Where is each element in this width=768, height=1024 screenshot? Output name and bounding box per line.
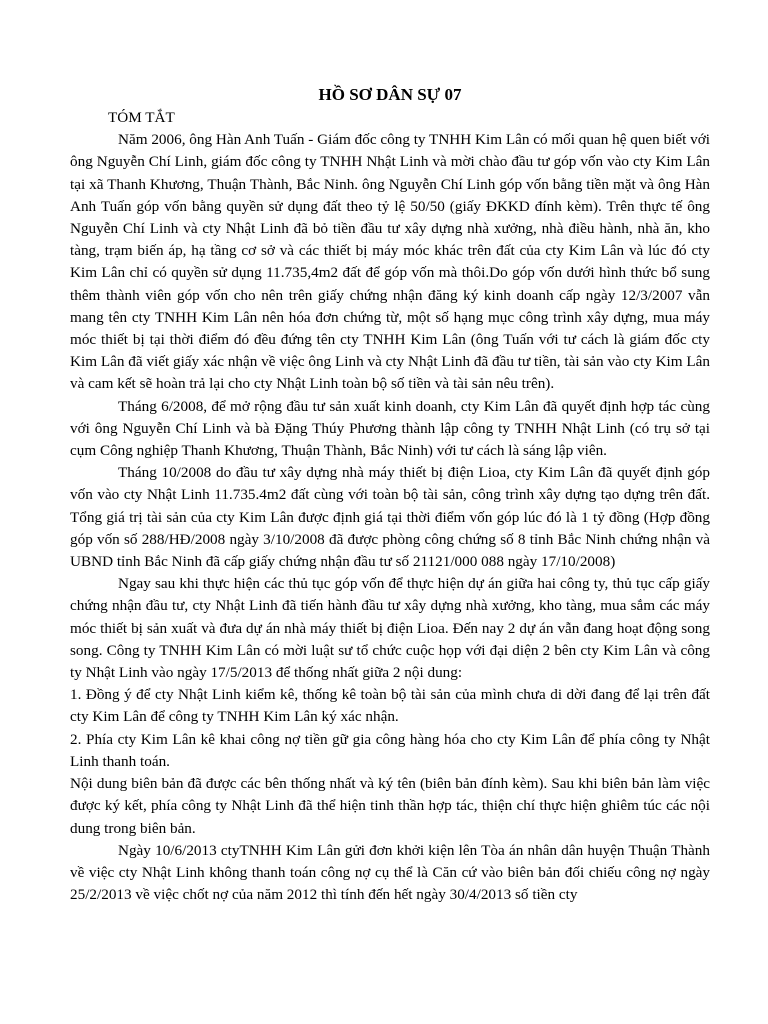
document-title: HỒ SƠ DÂN SỰ 07 — [318, 85, 462, 104]
paragraph: Nội dung biên bản đã được các bên thống nhất và ký tên (biên bản đính kèm). Sau khi biên bản làm việc được ký kết, phía công ty Nhật Linh đã thể hiện tinh thần hợp tác, thiện chí thực hiện ghiêm túc các nội dung trong biên bản. — [70, 775, 710, 837]
summary-heading: TÓM TẮT — [108, 109, 175, 126]
paragraph: Ngày 10/6/2013 ctyTNHH Kim Lân gửi đơn khởi kiện lên Tòa án nhân dân huyện Thuận Thành về việc cty Nhật Linh không thanh toán công nợ cụ thể là Căn cứ vào biên bản đối chiếu công nợ ngày 25/2/2013 về việc chốt nợ của năm 2012 thì tính đến hết ngày 30/4/2013 số tiền cty — [70, 841, 710, 904]
paragraph: Năm 2006, ông Hàn Anh Tuấn - Giám đốc công ty TNHH Kim Lân có mối quan hệ quen biết với ông Nguyễn Chí Linh, giám đốc công ty TNHH Nhật Linh và mời chào đầu tư góp vốn vào cty Kim Lân tại xã Thanh Khương, Thuận Thành, Bắc Ninh. ông Nguyễn Chí Linh góp vốn bằng tiền mặt và ông Hàn Anh Tuấn góp vốn bằng quyền sử dụng đất theo tỷ lệ 50/50 (giấy ĐKKD đính kèm). Trên thực tế ông Nguyễn Chí Linh và cty Nhật Linh đã bỏ tiền đầu tư xây dựng nhà xưởng, nhà điều hành, nhà ăn, kho tàng, trạm biến áp, hạ tầng cơ sở và các thiết bị máy móc khác trên đất của cty Kim Lân và lúc đó cty Kim Lân chỉ có quyền sử dụng 11.735,4m2 đất để góp vốn mà thôi.Do góp vốn dưới hình thức bổ sung thêm thành viên góp vốn cho nên trên giấy chứng nhận đăng ký kinh doanh cấp ngày 12/3/2007 vẫn mang tên cty TNHH Kim Lân nên hóa đơn chứng từ, một số hạng mục công trình xây dựng, mua máy móc thiết bị tại thời điểm đó đều đứng tên cty TNHH Kim Lân (ông Tuấn với tư cách là giám đốc cty Kim Lân đã viết giấy xác nhận về việc ông Linh và cty Nhật Linh đã đầu tư tiền, tài sản vào cty Kim Lân và cam kết sẽ hoàn trả lại cho cty Nhật Linh toàn bộ số tiền và tài sản nêu trên). — [70, 131, 710, 393]
paragraph: Tháng 6/2008, để mở rộng đầu tư sản xuất kinh doanh, cty Kim Lân đã quyết định hợp tác cùng với ông Nguyễn Chí Linh và bà Đặng Thúy Phương thành lập công ty TNHH Nhật Linh (có trụ sở tại cụm Công nghiệp Thanh Khương, Thuận Thành, Bắc Ninh) với tư cách là sáng lập viên. — [70, 397, 710, 460]
paragraph: Tháng 10/2008 do đầu tư xây dựng nhà máy thiết bị điện Lioa, cty Kim Lân đã quyết định góp vốn vào cty Nhật Linh 11.735.4m2 đất cùng với toàn bộ tài sản, công trình xây dựng tạo dựng trên đất. Tổng giá trị tài sản của cty Kim Lân được định giá tại thời điểm vốn góp lúc đó là 1 tỷ đồng (Hợp đồng góp vốn số 288/HĐ/2008 ngày 3/10/2008 đã được phòng công chứng số 8 tỉnh Bắc Ninh chứng nhận và UBND tỉnh Bắc Ninh đã cấp giấy chứng nhận đầu tư số 21121/000 088 ngày 17/10/2008) — [70, 464, 710, 571]
list-item: 2. Phía cty Kim Lân kê khai công nợ tiền gữ gia công hàng hóa cho cty Kim Lân để phía công ty Nhật Linh thanh toán. — [70, 730, 710, 770]
list-item: 1. Đồng ý để cty Nhật Linh kiểm kê, thống kê toàn bộ tài sản của mình chưa di dời đang để lại trên đất cty Kim Lân để công ty TNHH Kim Lân ký xác nhận. — [70, 686, 710, 726]
paragraph: Ngay sau khi thực hiện các thủ tục góp vốn để thực hiện dự án giữa hai công ty, thủ tục cấp giấy chứng nhận đầu tư, cty Nhật Linh đã tiến hành đầu tư xây dựng nhà xưởng, kho tàng, mua sắm các máy móc thiết bị sản xuất và đưa dự án nhà máy thiết bị điện Lioa. Đến nay 2 dự án vẫn đang hoạt động song song. Công ty TNHH Kim Lân có mời luật sư tổ chức cuộc họp với đại diện 2 bên cty Kim Lân và công ty Nhật Linh vào ngày 17/5/2013 để thống nhất giữa 2 nội dung: — [70, 575, 710, 682]
